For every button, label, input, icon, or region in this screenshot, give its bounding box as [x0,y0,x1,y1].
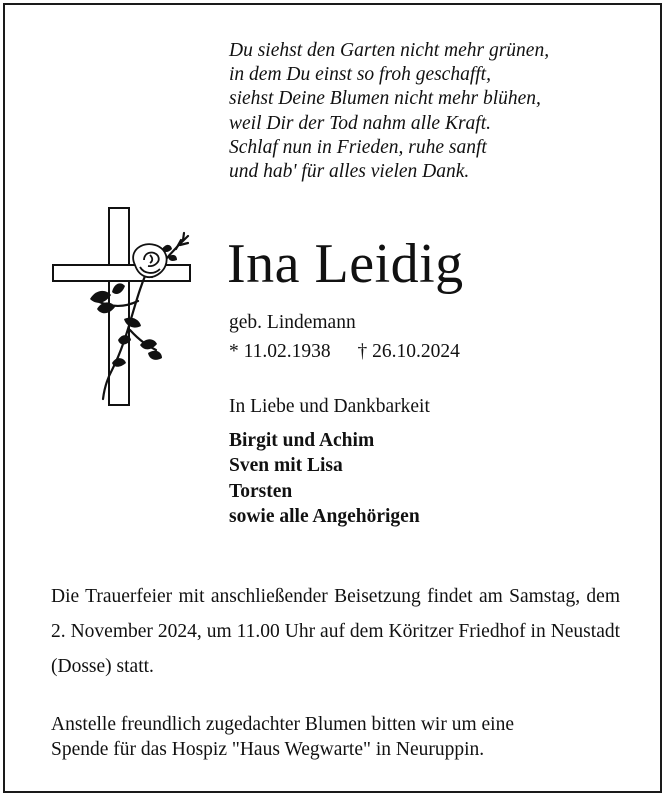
poem-line: in dem Du einst so froh geschafft, [229,64,491,86]
mourner-name: sowie alle Angehörigen [229,506,420,528]
service-line: Die Trauerfeier mit anschließender Beisetzung findet am [51,586,503,607]
maiden-name: geb. Lindemann [229,312,356,333]
cross-with-rose-icon [50,205,195,410]
memorial-poem [229,39,649,184]
mourner-name: Sven mit Lisa [229,455,343,477]
donation-request [51,712,626,762]
poem-line: Schlaf nun in Frieden, ruhe sanft [229,136,487,158]
funeral-service-info [51,579,620,684]
birth-date: * 11.02.1938 [229,341,331,362]
mourner-name: Birgit und Achim [229,430,375,451]
poem-line: und hab' für alles vielen Dank. [229,161,470,183]
mourners-list [229,428,420,530]
life-dates [229,340,460,364]
donation-line: Anstelle freundlich zugedachter Blumen bitten wir um eine [51,714,514,735]
poem-line: weil Dir der Tod nahm alle Kraft. [229,112,492,134]
poem-line: siehst Deine Blumen nicht mehr blühen, [229,88,541,110]
donation-line: Spende für das Hospiz "Haus Wegwarte" in Neuruppin. [51,739,485,760]
service-line: Samstag, dem 2. November 2024, um 11.00 Uhr auf dem [51,586,620,642]
dedication-line: In Liebe und Dankbarkeit [229,396,430,417]
mourner-name: Torsten [229,480,293,502]
poem-line: Du siehst den Garten nicht mehr grünen, [229,40,550,61]
deceased-name: Ina Leidig [227,233,464,295]
death-date: † 26.10.2024 [357,341,460,362]
service-line: Köritzer Friedhof in Neustadt (Dosse) statt. [51,621,621,677]
